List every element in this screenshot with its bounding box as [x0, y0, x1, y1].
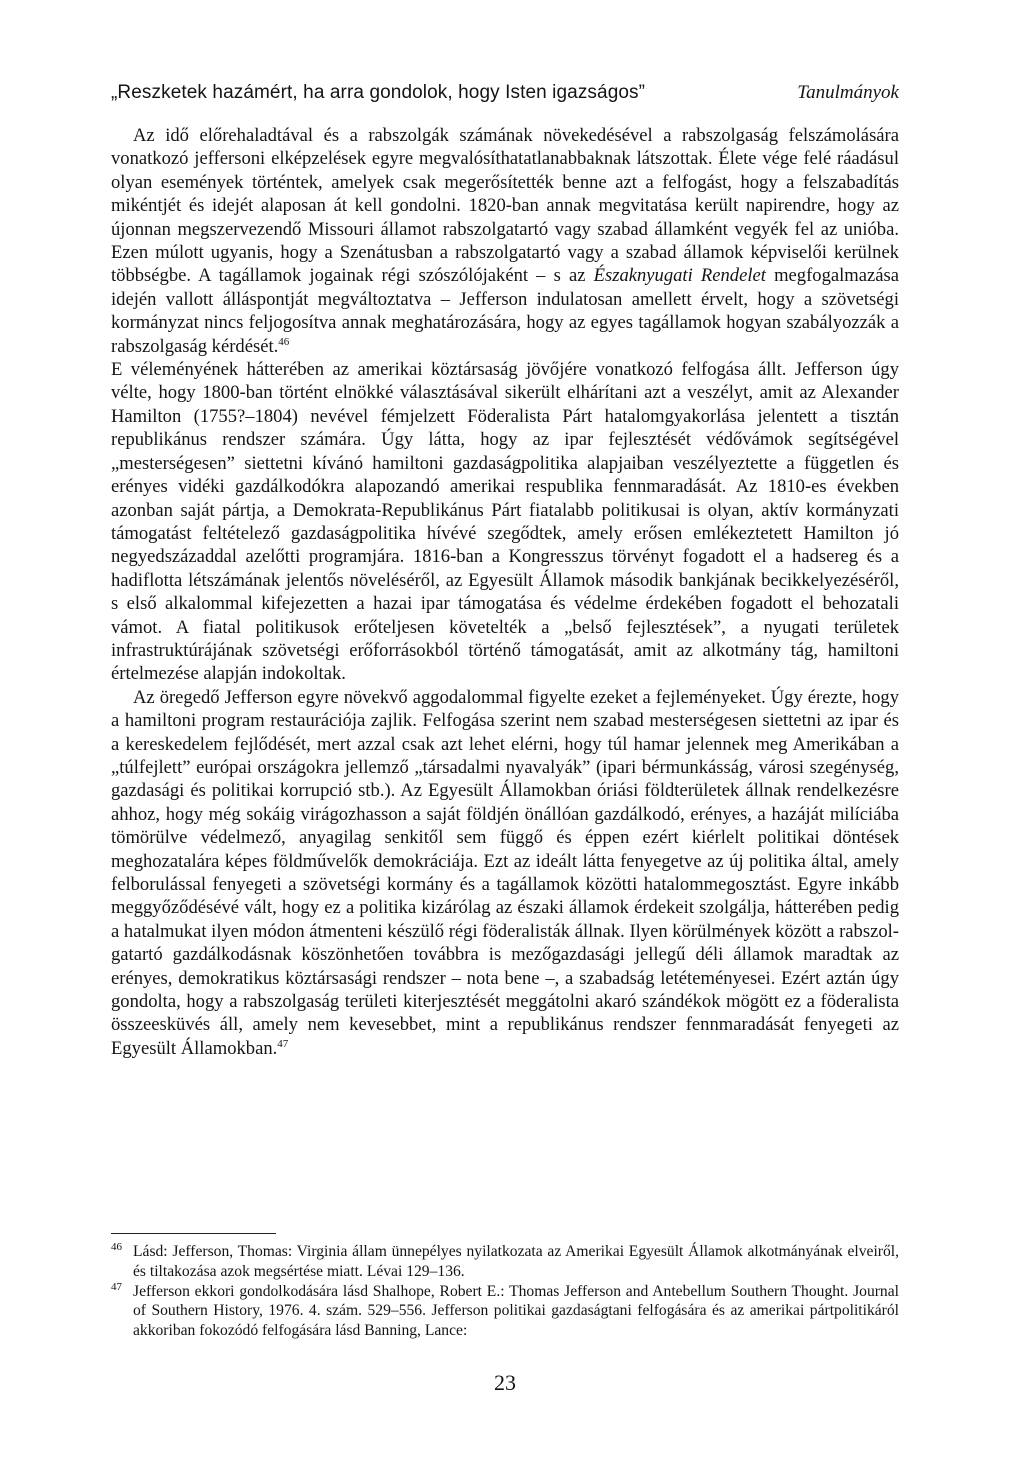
footnote-ref-47[interactable]: 47 [277, 1037, 289, 1050]
page-number: 23 [494, 1370, 516, 1395]
italic-title: Északnyugati Rendelet [593, 265, 766, 287]
footnote-ref-46[interactable]: 46 [278, 335, 290, 348]
running-head [111, 82, 899, 112]
footnote-text: Jefferson ekkori gondolkodására lásd Shalhope, Robert E.: Thomas Jefferson and Antebellum Southern Thought. Journal of Southern History, 1976. 4. szám. 529–556. Jefferson politikai gazdaságtani felfogására és az amerikai pártpolitikáról akkoriban fokozódó felfogására lásd Banning, Lance: [133, 1282, 899, 1340]
footnotes [111, 1242, 899, 1341]
paragraph-3 [111, 686, 899, 1061]
footnote-47: 47 Jefferson ekkori gondolkodására lásd Shalhope, Robert E.: Thomas Jefferson and Antebellum Southern Thought. Journal of Southern History, 1976. 4. szám. 529–556. Jefferson politikai gazdaságtani felfogására és az amerikai pártpolitikáról akkoriban fokozódó felfogására lásd Banning, Lance: [111, 1280, 899, 1340]
footnote-text: Lásd: Jefferson, Thomas: Virginia állam ünnepélyes nyilatkozata az Amerikai Egyesült Államok alkotmányának elveiről, és tiltakozása azok megsértése miatt. Lévai 129–136. [133, 1243, 899, 1280]
text-segment: megfogalmazása idején vallott álláspontját megváltoztatva – Jefferson indulatosan amellett érvelt, hogy a szövetségi kormányzat nincs feljogosítva annak meghatározására, hogy az egyes tagállamok hogyan szabályozzák a rabszolgaság kérdését. [111, 265, 899, 357]
text-segment: Az öregedő Jefferson egyre növekvő aggodalommal figyelte ezeket a fejleményeket. Úgy érezte, hogy a hamiltoni program restaurációja zajlik. Felfogása szerint nem szabad mesterségesen siettetni az ipar és a kereskedelem fejlődését, mert azzal csak azt lehet elérni, hogy túl hamar jelennek meg Amerikában a „túlfejlett” európai országokra jellemző „társadalmi nyavalyák” (ipari bérmunkásság, városi szegénység, gazdasági és politikai korrupció stb.). Az Egyesült Államokban óriási földterületek állnak rendelkezésre ahhoz, hogy még sokáig virágozhasson a saját földjén önállóan gazdálkodó, erényes, a hazáját milíciába tömörülve védelmező, anyagilag senkitől sem függő és éppen ezért kiérlelt politikai döntések meghozatalára képes földművelők demokráciája. Ezt az ideált látta fenyegetve az új politika által, amely felborulással fenyegeti a szövetségi kormány és a tagállamok közötti hatalommegosztást. Egyre inkább meggyőződésévé vált, hogy ez a politika kizárólag az északi államok érdekeit szolgálja, hátterében pedig a hatalmukat ilyen módon átmenteni készülő régi föderalisták állnak. Ilyen körülmények között a rabszolgatartó gazdálkodásnak köszönhetően továbbra is mezőgazdasági jellegű déli államok maradtak az erényes, demokratikus köztársasági rendszer – nota bene –, a szabadság letéteményesei. Ezért aztán úgy gondolta, hogy a rabszolgaság területi kiterjesztését meggátolni akaró szándékok mögött ez a föderalista összeesküvés áll, amely nem kevesebbet, mint a republikánus rendszer fennmaradását fenyegeti az Egyesült Államokban. [111, 686, 899, 1059]
body-text [111, 124, 899, 1060]
running-head-section: Tanulmányok [797, 82, 899, 103]
paragraph-1 [111, 124, 899, 358]
running-head-title: „Reszketek hazámért, ha arra gondolok, hogy Isten igazságos” [111, 82, 646, 103]
footnote-separator [111, 1233, 276, 1234]
text-segment: Az idő előrehaladtával és a rabszolgák számának növekedésével a rabszolgaság felszámolására vonatkozó jeffersoni elképzelések egyre megvalósíthatatlanabbaknak látszottak. Élete vége felé ráadásul olyan események történtek, amelyek csak megerősítették benne azt a felfogást, hogy a felszabadítás mikéntjét és idejét alaposan át kell gondolni. 1820-ban annak megvitatása került napirendre, hogy az újonnan megszervezendő Missouri államot rabszolgatartó vagy szabad államként vegyék fel az unióba. Ezen múlott ugyanis, hogy a Szenátusban a rabszolgatartó vagy a szabad államok képviselői kerülnek többségbe. A tagállamok jogainak régi szószólójaként – s az [111, 125, 899, 287]
paragraph-2 [111, 358, 899, 686]
text-segment: E véleményének hátterében az amerikai köztársaság jövőjére vonatkozó felfogása állt. Jefferson úgy vélte, hogy 1800-ban történt elnökké választásával sikerült elhárítani azt a veszélyt, amit az Alexander Hamilton (1755?–1804) nevével fémjelzett Föderalista Párt hatalomgyakorlása jelentett a tisztán republikánus rendszer számára. Úgy látta, hogy az ipar fejlesztését védővámok segítségével „mesterségesen” siettetni kívánó hamiltoni gazdaságpolitika alapjaiban veszélyeztette a független és erényes vidéki gazdálkodókra alapozandó amerikai respublika fennmaradását. Az 1810-es években azonban saját pártja, a Demokrata-Republikánus Párt fiatalabb politikusai is olyan, aktív kormányzati támogatást feltételező gazdaságpolitika hívévé szegődtek, amely erősen emlékeztetett Hamilton jó negyedszázaddal azelőtti programjára. 1816-ban a Kongresszus törvényt fogadott el a hadsereg és a hadiflotta létszámának jelentős növeléséről, az Egyesült Államok második bankjának becikkelyezéséről, s első alkalommal kifejezetten a hazai ipar támogatása és védelme érdekében fogadott el behozatali vámot. A fiatal politikusok erőteljesen követelték a „belső fejlesztések”, a nyugati területek infrastruktúrájának szövetségi erőforrásokból történő támogatását, amit az alkotmány tág, hamiltoni értelmezése alapján indokoltak. [111, 359, 899, 685]
footnote-46: 46 Lásd: Jefferson, Thomas: Virginia állam ünnepélyes nyilatkozata az Amerikai Egyesült Államok alkotmányának elveiről, és tiltakozása azok megsértése miatt. Lévai 129–136. [111, 1241, 899, 1280]
document-page [111, 0, 899, 1460]
